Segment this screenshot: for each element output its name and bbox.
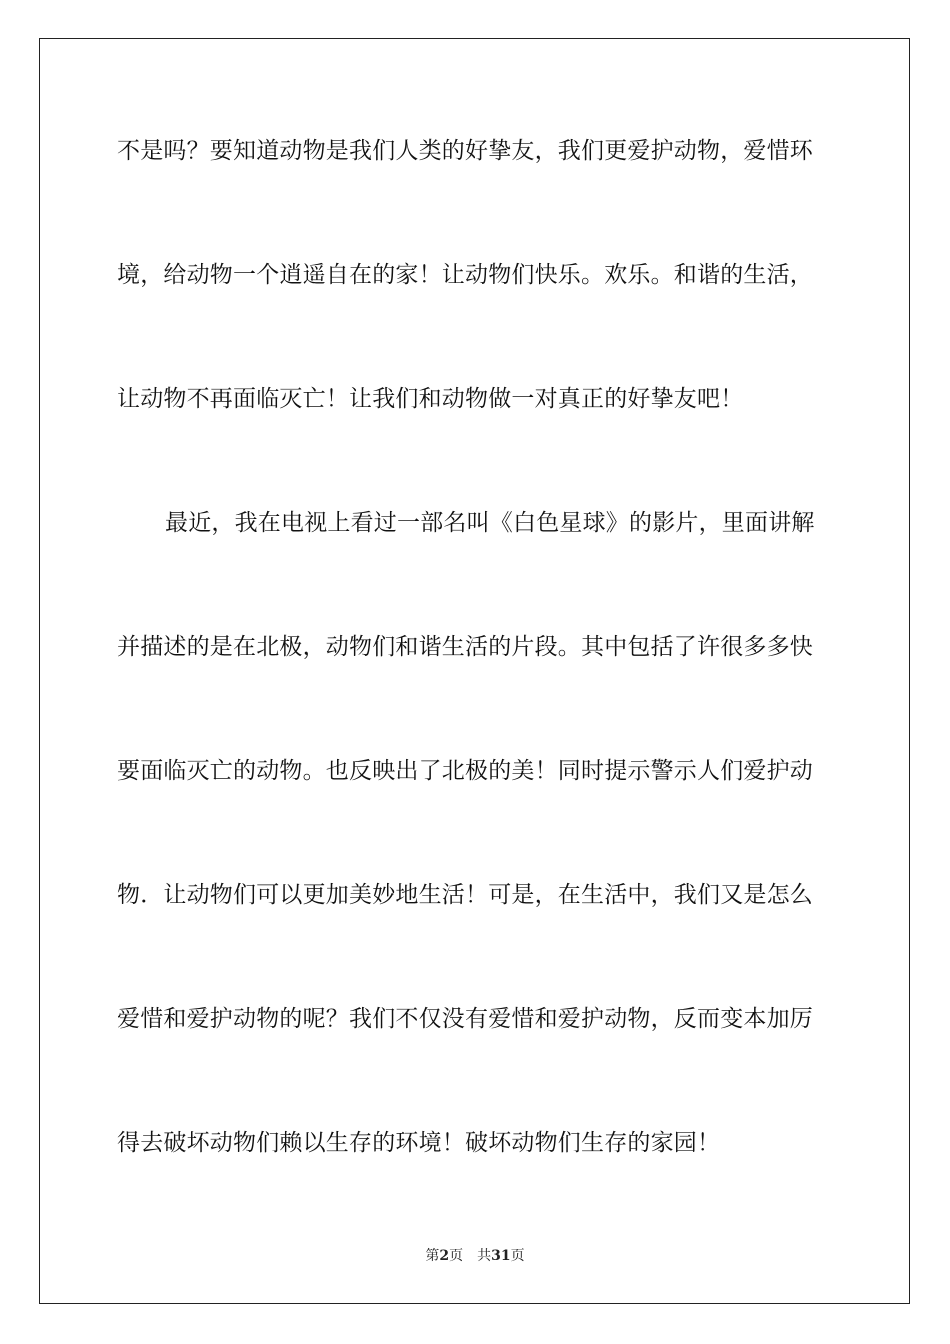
current-page-number: 2 bbox=[439, 1248, 450, 1264]
page-footer bbox=[0, 1245, 950, 1265]
page-prefix: 第 bbox=[425, 1248, 440, 1264]
body-line-3: 让动物不再面临灭亡！让我们和动物做一对真正的好挚友吧！ bbox=[117, 386, 744, 412]
body-line-6: 要面临灭亡的动物。也反映出了北极的美！同时提示警示人们爱护动 bbox=[117, 758, 813, 784]
body-line-2: 境，给动物一个逍遥自在的家！让动物们快乐。欢乐。和谐的生活， bbox=[117, 262, 813, 288]
body-line-5: 并描述的是在北极，动物们和谐生活的片段。其中包括了许很多多快 bbox=[117, 634, 813, 660]
paragraph-start-line: 最近，我在电视上看过一部名叫《白色星球》的影片，里面讲解 bbox=[165, 510, 815, 536]
body-line-1: 不是吗？要知道动物是我们人类的好挚友，我们更爱护动物，爱惜环 bbox=[117, 138, 813, 164]
total-page-count: 31 bbox=[491, 1248, 511, 1264]
page-frame bbox=[39, 38, 910, 1304]
body-line-7: 物．让动物们可以更加美妙地生活！可是，在生活中，我们又是怎么 bbox=[117, 882, 813, 908]
total-prefix: 共 bbox=[477, 1248, 492, 1264]
body-line-9: 得去破坏动物们赖以生存的环境！破坏动物们生存的家园！ bbox=[117, 1130, 721, 1156]
page-suffix: 页 bbox=[449, 1248, 464, 1264]
total-suffix: 页 bbox=[510, 1248, 525, 1264]
body-line-8: 爱惜和爱护动物的呢？我们不仅没有爱惜和爱护动物，反而变本加厉 bbox=[117, 1006, 813, 1032]
